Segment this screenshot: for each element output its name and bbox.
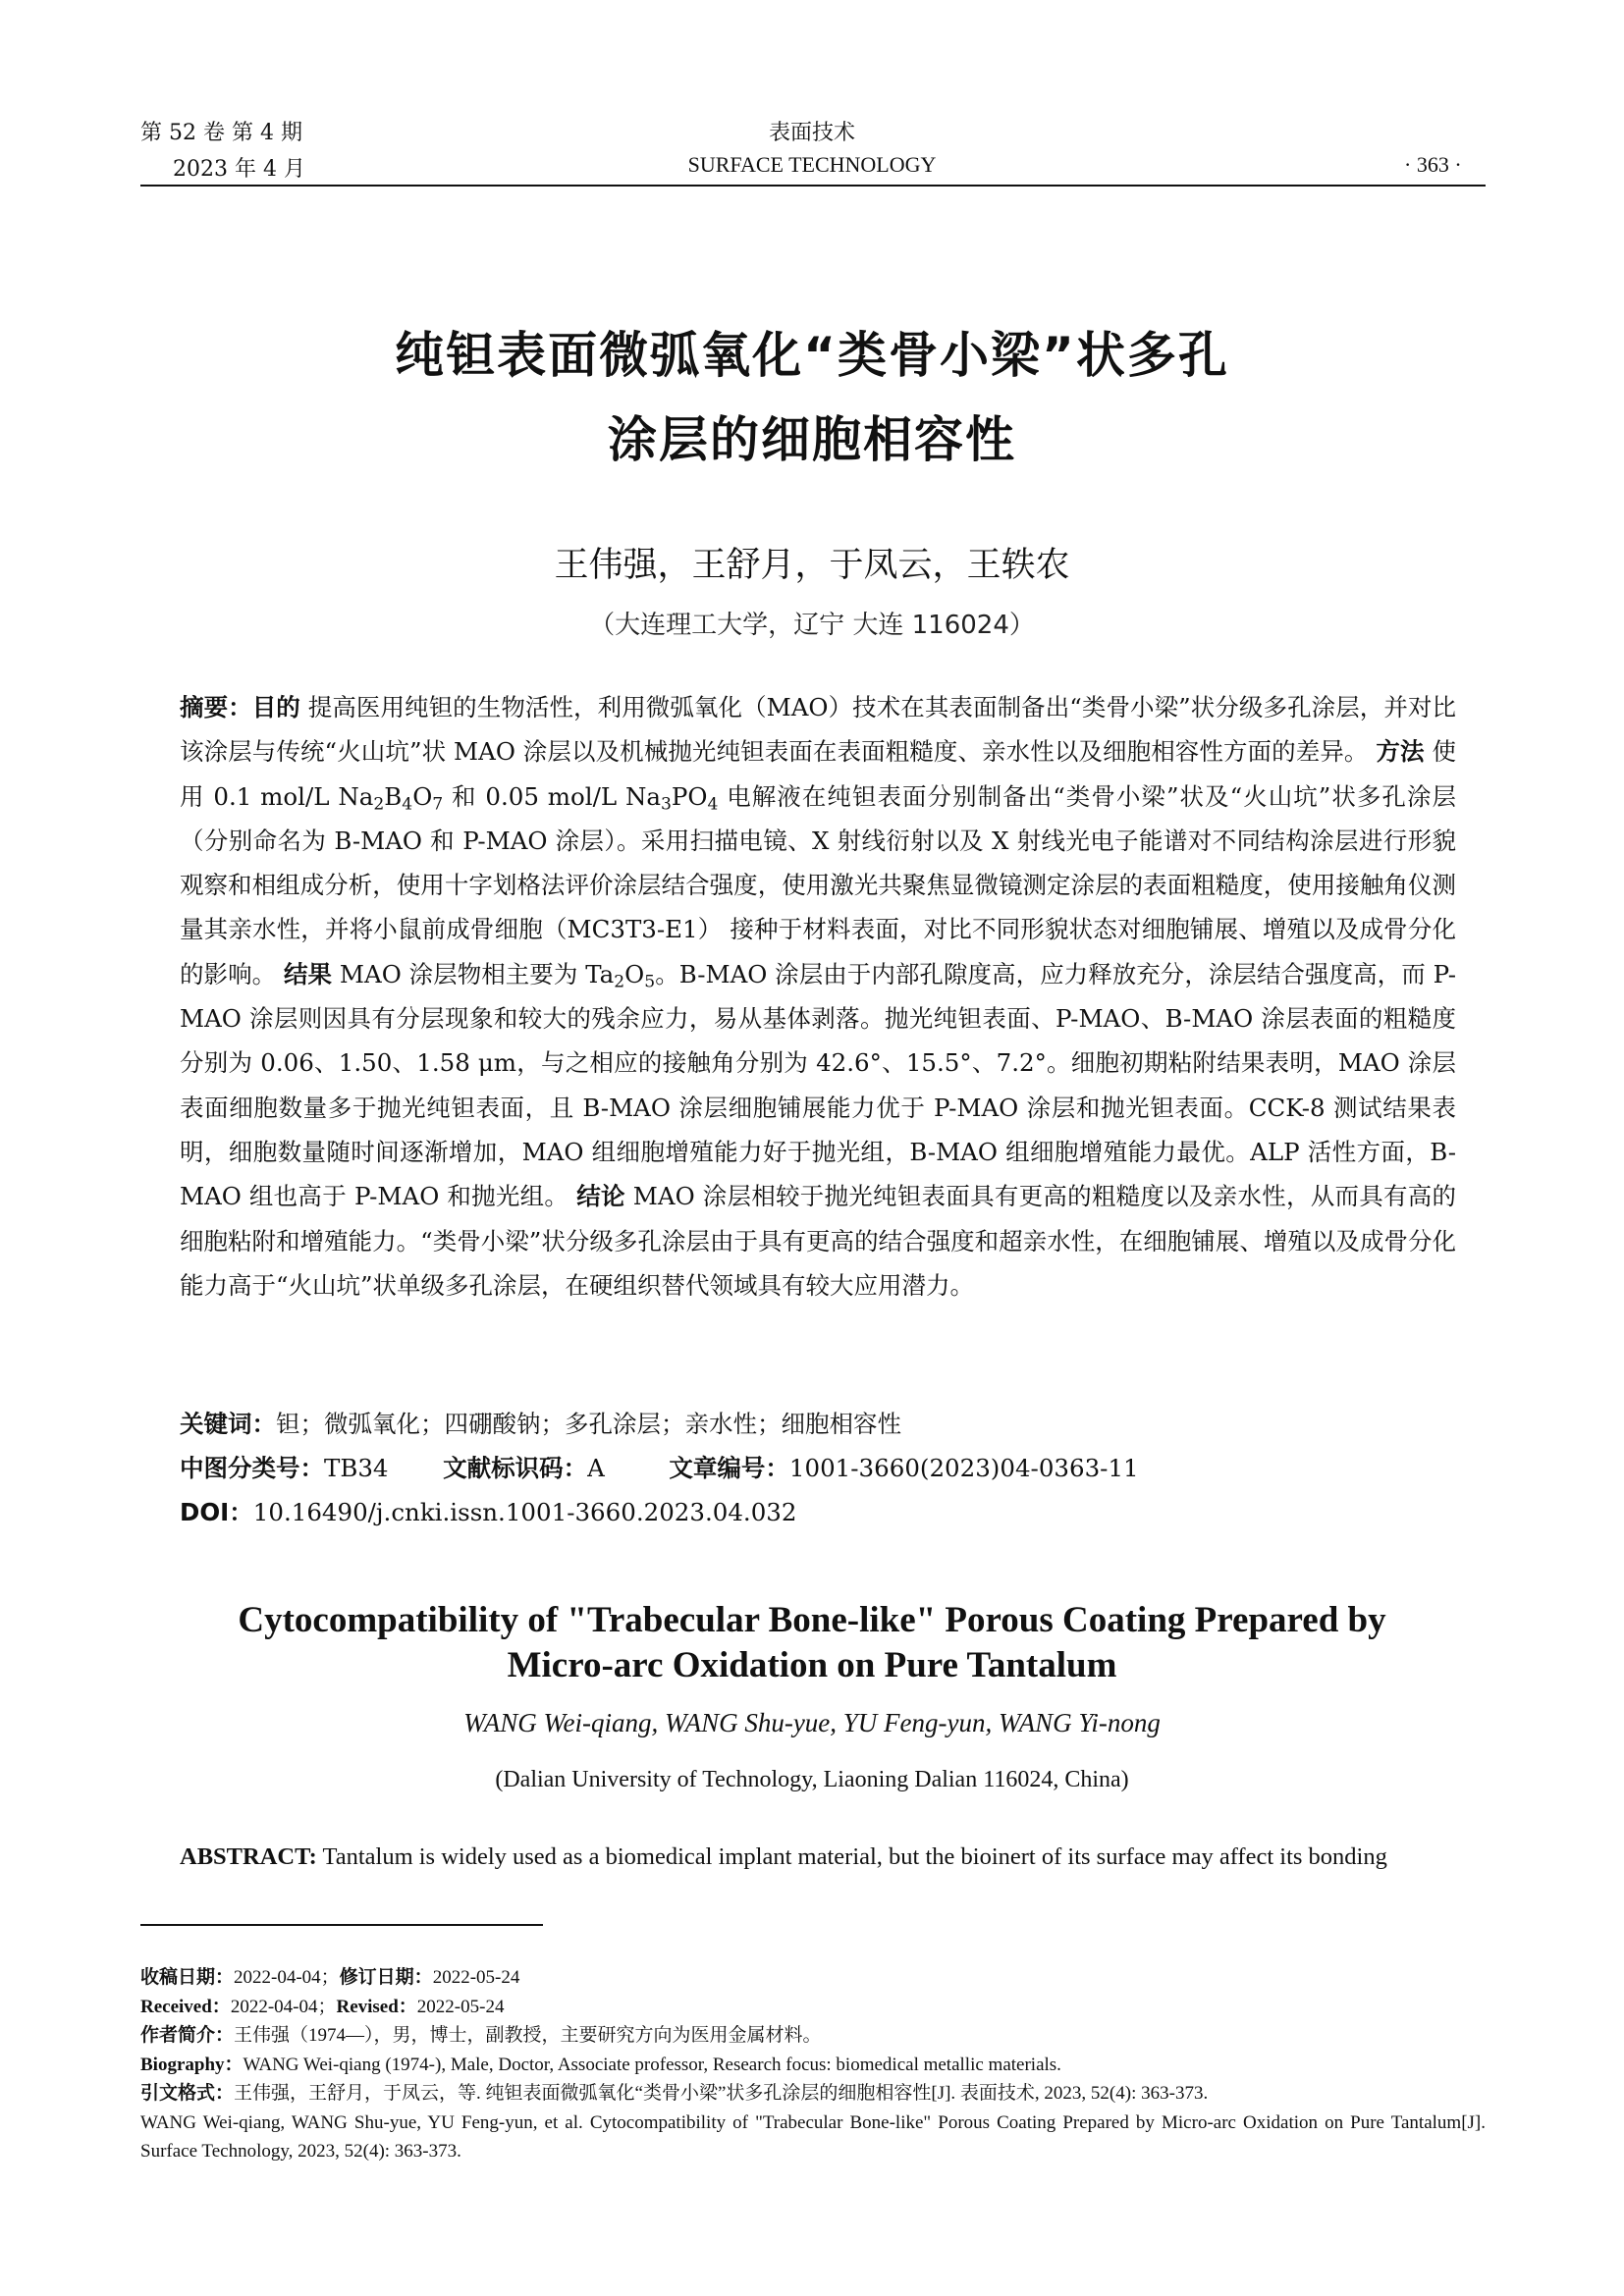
title-cn-line-1: 纯钽表面微弧氧化“类骨小梁”状多孔 — [395, 327, 1229, 384]
objective-label: 目的 — [251, 693, 300, 721]
footnote-dates-en: Received：2022-04-04；Revised：2022-05-24 — [140, 1996, 505, 2017]
conclusion-label: 结论 — [576, 1182, 625, 1211]
keywords-label: 关键词： — [180, 1410, 276, 1438]
result-label: 结果 — [284, 959, 333, 988]
affiliation-cn: （大连理工大学，辽宁 大连 116024） — [589, 611, 1035, 640]
footnote-dates-cn: 收稿日期：2022-04-04；修订日期：2022-05-24 — [140, 1967, 520, 1988]
clc-value: TB34 — [324, 1454, 389, 1482]
abstract-cn-label: 摘要： — [180, 693, 252, 721]
footnote-cite-cn: 引文格式：王伟强，王舒月，于凤云，等. 纯钽表面微弧氧化“类骨小梁”状多孔涂层的细胞相容性[J]. 表面技术, 2023, 52(4): 363-373. — [140, 2083, 1209, 2104]
conclusion-text: MAO 涂层相较于抛光纯钽表面具有更高的粗糙度以及亲水性，从而具有高的细胞粘附和增殖能力。“类骨小梁”状分级多孔涂层由于具有更高的结合强度和超亲水性，在细胞铺展、增殖以及成骨分化能力高于“火山坑”状单级多孔涂层，在硬组织替代领域具有较大应用潜力。 — [180, 1182, 1457, 1300]
method-label: 方法 — [1376, 737, 1425, 767]
result-text: MAO 涂层物相主要为 $Ta_2O_5$。B-MAO 涂层由于内部孔隙度高，应力释放充分，涂层结合强度高，而 P-MAO 涂层则因具有分层现象和较大的残余应力，易从基体剥落。抛光纯钽表面、P-MAO、B-MAO 涂层表面的粗糙度分别为 0.06、1.50、1.58 μm，与之相应的接触角分别为 42.6°、15.5°、7.2°。细胞初期粘附结果表明，MAO 涂层表面细胞数量多于抛光纯钽表面，且 B-MAO 涂层细胞铺展能力优于 P-MAO 涂层和抛光钽表面。CCK-8 测试结果表明，细胞数量随时间逐渐增加，MAO 组细胞增殖能力好于抛光组，B-MAO 组细胞增殖能力最优。ALP 活性方面，B-MAO 组也高于 P-MAO 和抛光组。 — [180, 959, 1456, 1211]
classification — [180, 1450, 1139, 1487]
header-journal-cn: 表面技术 — [768, 121, 855, 145]
article-number-label: 文章编号： — [669, 1454, 789, 1482]
title-en-line-1: Cytocompatibility of "Trabecular Bone-like" Porous Coating Prepared by — [238, 1600, 1386, 1640]
footnotes — [140, 1963, 1486, 2166]
header-rule — [140, 185, 1486, 187]
title-en-line-2: Micro-arc Oxidation on Pure Tantalum — [507, 1645, 1117, 1685]
header-page-number: · 363 · — [1404, 152, 1462, 177]
authors-en: WANG Wei-qiang, WANG Shu-yue, YU Feng-yun, WANG Yi-nong — [463, 1708, 1161, 1737]
header-volume-issue: 第 52 卷 第 4 期 — [140, 121, 302, 145]
footnote-bio-en: Biography：WANG Wei-qiang (1974-), Male, Doctor, Associate professor, Research focus: biomedical metallic materials. — [140, 2054, 1061, 2075]
header-journal-en: SURFACE TECHNOLOGY — [687, 152, 937, 177]
header-date: 2023 年 4 月 — [173, 157, 305, 182]
doi-value[interactable]: 10.16490/j.cnki.issn.1001-3660.2023.04.032 — [252, 1498, 797, 1526]
keywords-text: 钽；微弧氧化；四硼酸钠；多孔涂层；亲水性；细胞相容性 — [276, 1410, 901, 1438]
method-text: 使用 0.1 mol/L $Na_2B_4O_7$ 和 0.05 mol/L $Na_3PO_4$ 电解液在纯钽表面分别制备出“类骨小梁”状及“火山坑”状多孔涂层（分别命名为 B-MAO 和 P-MAO 涂层）。采用扫描电镜、X 射线衍射以及 X 射线光电子能谱对不同结构涂层进行形貌观察和相组成分析，使用十字划格法评价涂层结合强度，使用激光共聚焦显微镜测定涂层的表面粗糙度，使用接触角仪测量其亲水性，并将小鼠前成骨细胞（MC3T3-E1） 接种于材料表面，对比不同形貌状态对细胞铺展、增殖以及成骨分化的影响。 — [180, 737, 1456, 988]
objective-text: 提高医用纯钽的生物活性，利用微弧氧化（MAO）技术在其表面制备出“类骨小梁”状分级多孔涂层，并对比该涂层与传统“火山坑”状 MAO 涂层以及机械抛光纯钽表面在表面粗糙度、亲水性以及细胞相容性方面的差异。 — [180, 693, 1457, 767]
footnote-rule — [140, 1924, 543, 1926]
doc-code-label: 文献标识码： — [443, 1454, 588, 1482]
doi-label: DOI： — [180, 1498, 253, 1526]
abstract-cn — [180, 685, 1456, 1308]
abstract-en-text: Tantalum is widely used as a biomedical implant material, but the bioinert of its surface may affect its bonding — [322, 1843, 1387, 1870]
clc-label: 中图分类号： — [180, 1454, 324, 1482]
abstract-en-label: ABSTRACT: — [180, 1843, 317, 1870]
doi — [180, 1494, 796, 1531]
keywords — [180, 1406, 901, 1443]
article-number-value: 1001-3660(2023)04-0363-11 — [788, 1454, 1139, 1482]
abstract-en — [180, 1843, 1456, 1871]
title-cn-line-2: 涂层的细胞相容性 — [608, 411, 1016, 468]
authors-cn: 王伟强，王舒月，于凤云，王轶农 — [554, 546, 1070, 585]
footnote-bio-cn: 作者简介：王伟强（1974—），男，博士，副教授，主要研究方向为医用金属材料。 — [140, 2025, 822, 2046]
footnote-cite-en: WANG Wei-qiang, WANG Shu-yue, YU Feng-yun, et al. Cytocompatibility of "Trabecular Bone-like" Porous Coating Prepared by Micro-arc Oxidation on Pure Tantalum[J]. Surface Technology, 2023, 52(4): 363-373. — [140, 2111, 1486, 2162]
doc-code-value: A — [587, 1454, 605, 1482]
affiliation-en: (Dalian University of Technology, Liaoning Dalian 116024, China) — [495, 1767, 1129, 1792]
